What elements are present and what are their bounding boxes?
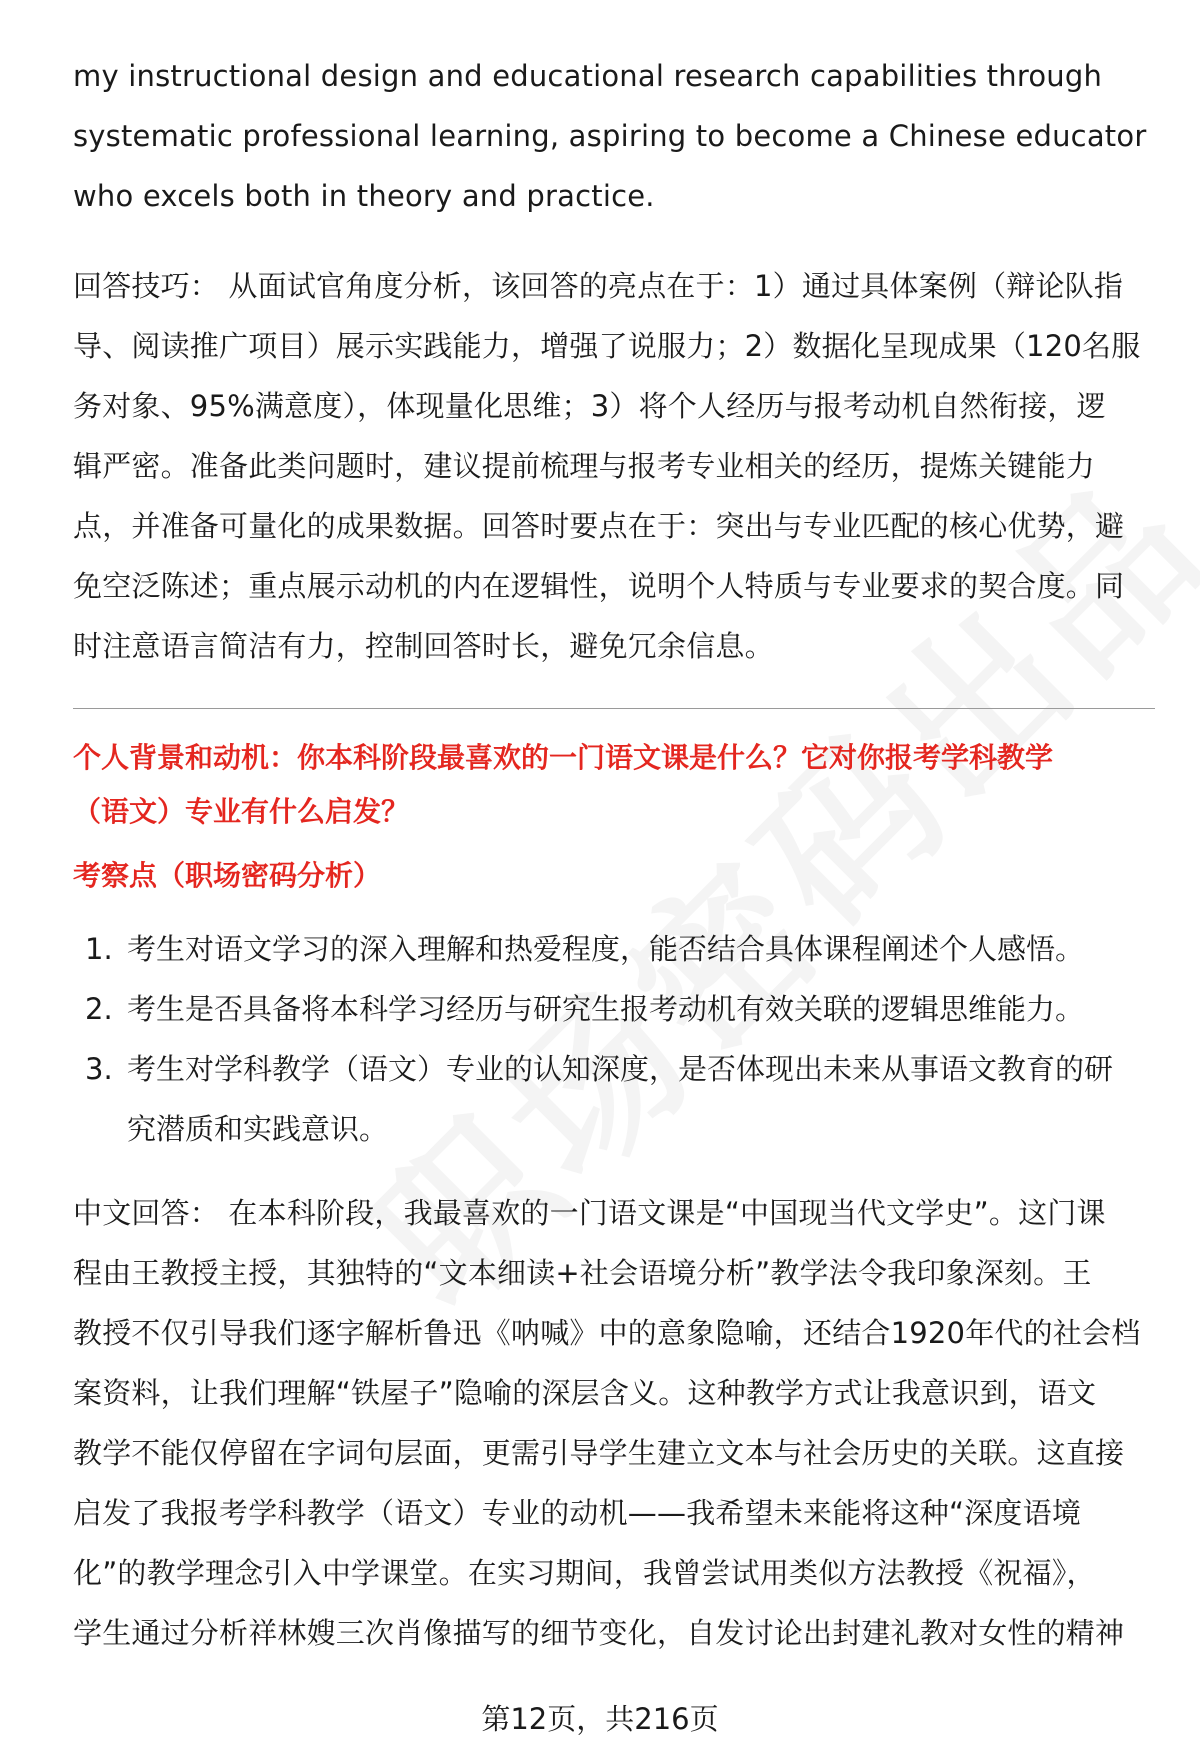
text-line: 回答技巧： 从面试官角度分析，该回答的亮点在于：1）通过具体案例（辩论队指 — [73, 269, 1124, 303]
english-answer-tail — [73, 46, 1155, 226]
question-title-line: （语文）专业有什么启发？ — [73, 795, 410, 828]
question-heading — [73, 731, 1155, 839]
text-line: 时注意语言简洁有力，控制回答时长，避免冗余信息。 — [73, 629, 774, 663]
text-line: 学生通过分析祥林嫂三次肖像描写的细节变化，自发讨论出封建礼教对女性的精神 — [73, 1616, 1125, 1650]
text-line: 免空泛陈述；重点展示动机的内在逻辑性，说明个人特质与专业要求的契合度。同 — [73, 569, 1125, 603]
page-content — [73, 46, 1155, 1663]
text-line: 教授不仅引导我们逐字解析鲁迅《呐喊》中的意象隐喻，还结合1920年代的社会档 — [73, 1316, 1141, 1350]
list-number: 1. — [85, 932, 113, 966]
list-number: 3. — [85, 1052, 113, 1086]
chinese-answer-paragraph — [73, 1183, 1155, 1663]
text-line: systematic professional learning, aspiring to become a Chinese educator — [73, 119, 1147, 153]
question-title-line: 个人背景和动机：你本科阶段最喜欢的一门语文课是什么？它对你报考学科教学 — [73, 741, 1054, 774]
list-item — [73, 1039, 1155, 1159]
list-item-text: 究潜质和实践意识。 — [127, 1112, 389, 1146]
text-line: my instructional design and educational research capabilities through — [73, 59, 1103, 93]
list-item — [73, 979, 1155, 1039]
list-number: 2. — [85, 992, 113, 1026]
text-line: 导、阅读推广项目）展示实践能力，增强了说服力；2）数据化呈现成果（120名服 — [73, 329, 1141, 363]
text-line: 中文回答： 在本科阶段，我最喜欢的一门语文课是“中国现当代文学史”。这门课 — [73, 1196, 1106, 1230]
text-line: 辑严密。准备此类问题时，建议提前梳理与报考专业相关的经历，提炼关键能力 — [73, 449, 1096, 483]
list-item-text: 考生对语文学习的深入理解和热爱程度，能否结合具体课程阐述个人感悟。 — [127, 932, 1085, 966]
text-line: 程由王教授主授，其独特的“文本细读+社会语境分析”教学法令我印象深刻。王 — [73, 1256, 1092, 1290]
text-line: 案资料，让我们理解“铁屋子”隐喻的深层含义。这种教学方式让我意识到，语文 — [73, 1376, 1097, 1410]
section-divider — [73, 708, 1155, 709]
assessment-points-list — [73, 919, 1155, 1159]
list-item-text: 考生对学科教学（语文）专业的认知深度，是否体现出未来从事语文教育的研 — [127, 1052, 1114, 1086]
text-line: 教学不能仅停留在字词句层面，更需引导学生建立文本与社会历史的关联。这直接 — [73, 1436, 1125, 1470]
answer-tips-paragraph — [73, 256, 1155, 676]
text-line: 启发了我报考学科教学（语文）专业的动机——我希望未来能将这种“深度语境 — [73, 1496, 1082, 1530]
text-line: 务对象、95%满意度），体现量化思维；3）将个人经历与报考动机自然衔接，逻 — [73, 389, 1106, 423]
text-line: 点，并准备可量化的成果数据。回答时要点在于：突出与专业匹配的核心优势，避 — [73, 509, 1125, 543]
text-line: who excels both in theory and practice. — [73, 179, 655, 213]
list-item — [73, 919, 1155, 979]
page-number-footer: 第12页，共216页 — [481, 1702, 719, 1736]
list-item-text: 考生是否具备将本科学习经历与研究生报考动机有效关联的逻辑思维能力。 — [127, 992, 1085, 1026]
text-line: 化”的教学理念引入中学课堂。在实习期间，我曾尝试用类似方法教授《祝福》， — [73, 1556, 1096, 1590]
assessment-points-heading: 考察点（职场密码分析） — [73, 859, 382, 892]
